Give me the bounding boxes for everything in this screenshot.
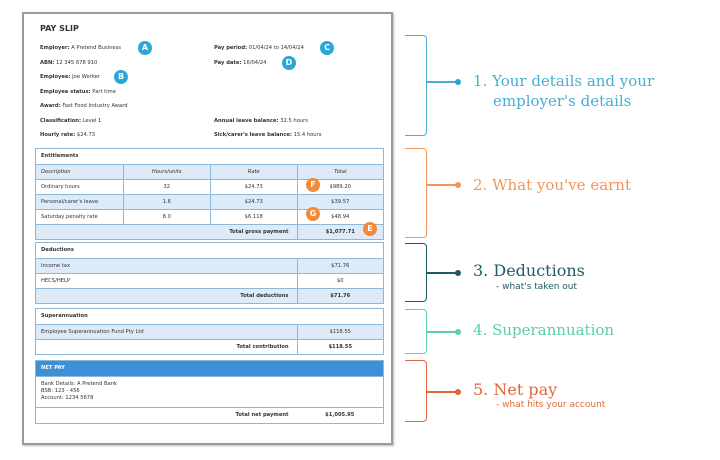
total-label: Total deductions bbox=[240, 293, 289, 299]
label: Your details and your bbox=[492, 72, 655, 90]
dot bbox=[455, 389, 461, 395]
cell: Ordinary hours bbox=[41, 184, 80, 190]
cell: HECS/HELP bbox=[41, 278, 71, 284]
label: Employee status: bbox=[40, 89, 91, 95]
label: Classification: bbox=[40, 118, 82, 124]
sick-leave-field bbox=[214, 132, 321, 138]
label: What you've earnt bbox=[492, 176, 631, 194]
bank-details bbox=[36, 376, 383, 407]
dot bbox=[455, 182, 461, 188]
value: Level 1 bbox=[82, 118, 102, 124]
abn-field bbox=[40, 60, 97, 66]
value: 01/04/24 to 14/04/24 bbox=[248, 45, 304, 51]
label: Hourly rate: bbox=[40, 132, 76, 138]
cell: $6.118 bbox=[210, 210, 297, 224]
column-header: Total bbox=[297, 165, 384, 179]
badge-a: A bbox=[138, 41, 152, 55]
table-row bbox=[36, 209, 383, 224]
cell: $989.20 bbox=[297, 180, 384, 194]
legend-1 bbox=[473, 71, 654, 111]
total-row bbox=[36, 224, 383, 239]
legend-2 bbox=[473, 175, 631, 195]
annual-leave-field bbox=[214, 118, 308, 124]
table-row bbox=[36, 258, 383, 273]
column-header: Rate bbox=[210, 165, 297, 179]
value: 32.5 hours bbox=[280, 118, 308, 124]
employer-field bbox=[40, 45, 121, 51]
badge-g: G bbox=[306, 207, 320, 221]
entitlements-table bbox=[35, 148, 384, 240]
dot bbox=[455, 270, 461, 276]
cell: Personal/carer's leave bbox=[41, 199, 99, 205]
total-value: $118.55 bbox=[297, 340, 383, 354]
label: ABN: bbox=[40, 60, 55, 66]
badge-c: C bbox=[320, 41, 334, 55]
bracket-deductions bbox=[405, 243, 427, 302]
cell: $48.94 bbox=[297, 210, 384, 224]
section-title: Superannuation bbox=[41, 313, 88, 319]
bracket-super bbox=[405, 309, 427, 354]
bracket-net-pay bbox=[405, 360, 427, 422]
bank-name: Bank Details: A Pretend Bank bbox=[41, 381, 117, 387]
table-row bbox=[36, 194, 383, 209]
num: 2. bbox=[473, 176, 488, 194]
value: 12 345 678 910 bbox=[56, 60, 98, 66]
label: Deductions bbox=[493, 261, 585, 280]
bracket-earnt bbox=[405, 148, 427, 238]
cell: 32 bbox=[123, 180, 210, 194]
value: 16/04/24 bbox=[243, 60, 267, 66]
account: Account: 1234 5678 bbox=[41, 395, 94, 401]
section-title: Entitlements bbox=[41, 153, 79, 159]
label: Net pay bbox=[493, 380, 558, 399]
connector bbox=[427, 81, 458, 83]
section-title: Deductions bbox=[41, 247, 74, 253]
total-value: $71.76 bbox=[297, 289, 383, 303]
legend-5-subtitle: - what hits your account bbox=[496, 400, 606, 410]
num: 4. bbox=[473, 321, 488, 339]
label: Employer: bbox=[40, 45, 70, 51]
label: Pay date: bbox=[214, 60, 242, 66]
cell: $24.73 bbox=[210, 180, 297, 194]
cell: Employee Superannuation Fund Pty Ltd bbox=[41, 329, 144, 335]
superannuation-table bbox=[35, 308, 384, 355]
connector bbox=[427, 184, 458, 186]
label-2: employer's details bbox=[493, 92, 632, 110]
total-label: Total net payment bbox=[235, 412, 289, 418]
cell: $0 bbox=[297, 274, 384, 288]
status-field bbox=[40, 89, 116, 95]
legend-5 bbox=[473, 380, 557, 400]
table-row bbox=[36, 273, 383, 288]
net-pay-table bbox=[35, 360, 384, 424]
value: $24.73 bbox=[76, 132, 96, 138]
employee-field bbox=[40, 74, 100, 80]
connector bbox=[427, 391, 458, 393]
cell: Saturday penalty rate bbox=[41, 214, 98, 220]
total-row bbox=[36, 407, 383, 423]
num: 1. bbox=[473, 72, 488, 90]
num: 5. bbox=[473, 380, 489, 399]
label: Award: bbox=[40, 103, 61, 109]
cell: Income tax bbox=[41, 263, 71, 269]
legend-3-subtitle: - what's taken out bbox=[496, 282, 578, 292]
badge-b: B bbox=[114, 70, 128, 84]
label: Superannuation bbox=[492, 321, 615, 339]
legend-4 bbox=[473, 320, 614, 340]
bsb: BSB: 123 - 456 bbox=[41, 388, 80, 394]
label: Annual leave balance: bbox=[214, 118, 279, 124]
cell: 8.0 bbox=[123, 210, 210, 224]
hourly-rate-field bbox=[40, 132, 95, 138]
badge-d: D bbox=[282, 56, 296, 70]
dot bbox=[455, 79, 461, 85]
cell: 1.6 bbox=[123, 195, 210, 209]
total-value: $1,077.71 bbox=[297, 225, 383, 239]
pay-slip bbox=[22, 12, 393, 445]
label: Employee: bbox=[40, 74, 71, 80]
value: 15.4 hours bbox=[293, 132, 322, 138]
cell: $118.55 bbox=[297, 325, 384, 339]
total-row bbox=[36, 288, 383, 303]
table-row bbox=[36, 179, 383, 194]
section-title: NET PAY bbox=[41, 365, 65, 371]
label: Pay period: bbox=[214, 45, 248, 51]
column-header: Description bbox=[41, 169, 71, 175]
bracket-details bbox=[405, 35, 427, 136]
total-label: Total contribution bbox=[236, 344, 289, 350]
column-header: Hours/units bbox=[123, 165, 210, 179]
value: Part time bbox=[92, 89, 116, 95]
total-row bbox=[36, 339, 383, 354]
cell: $24.73 bbox=[210, 195, 297, 209]
value: A Pretend Business bbox=[71, 45, 121, 51]
pay-date-field bbox=[214, 60, 266, 66]
badge-e: E bbox=[363, 222, 377, 236]
deductions-table bbox=[35, 242, 384, 304]
num: 3. bbox=[473, 261, 489, 280]
classification-field bbox=[40, 118, 101, 124]
dot bbox=[455, 329, 461, 335]
connector bbox=[427, 331, 458, 333]
page-title: PAY SLIP bbox=[40, 24, 79, 33]
cell: $39.57 bbox=[297, 195, 384, 209]
cell: $71.76 bbox=[297, 259, 384, 273]
label: Sick/carer's leave balance: bbox=[214, 132, 292, 138]
total-label: Total gross payment bbox=[229, 229, 289, 235]
total-value: $1,005.95 bbox=[325, 412, 355, 418]
connector bbox=[427, 272, 458, 274]
award-field bbox=[40, 103, 128, 109]
value: Fast Food Industry Award bbox=[62, 103, 128, 109]
badge-f: F bbox=[306, 178, 320, 192]
legend-3 bbox=[473, 261, 585, 281]
value: Joe Worker bbox=[72, 74, 100, 80]
table-row bbox=[36, 324, 383, 339]
pay-period-field bbox=[214, 45, 304, 51]
